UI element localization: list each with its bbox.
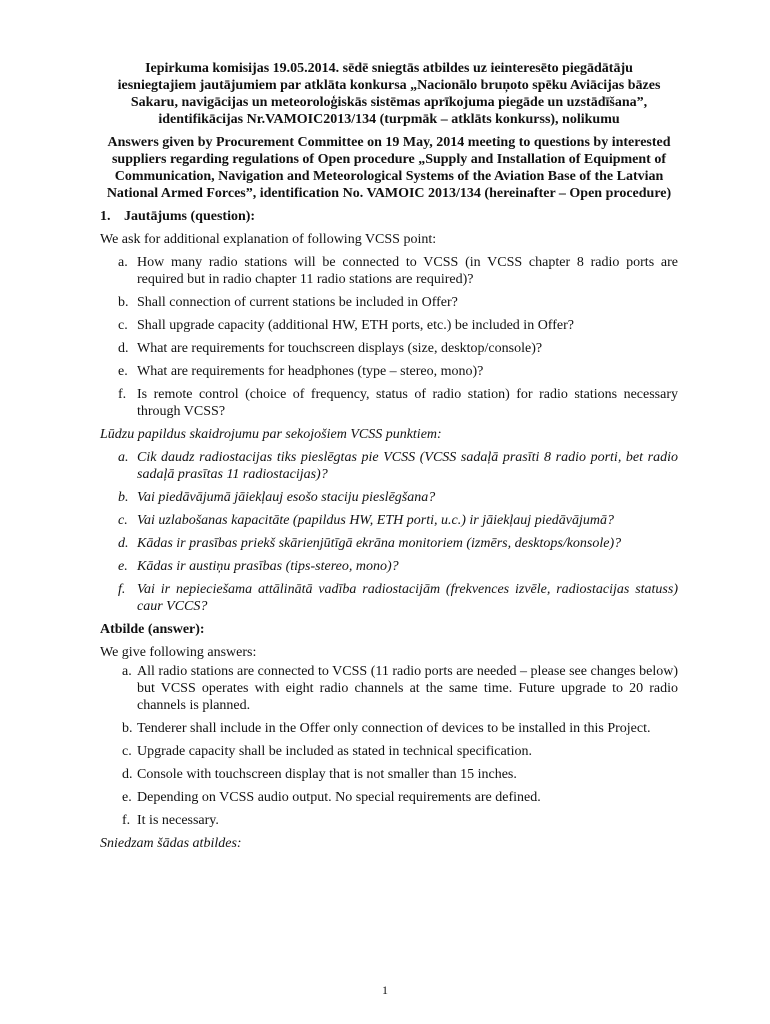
list-item [100, 558, 678, 575]
answer-heading: Atbilde (answer): [100, 622, 205, 637]
list-item [100, 581, 678, 615]
list-marker: c. [122, 744, 132, 759]
list-marker: d. [118, 536, 129, 551]
list-marker: b. [118, 490, 129, 505]
list-marker: e. [118, 364, 128, 379]
list-item-text: Shall connection of current stations be included in Offer? [137, 295, 458, 310]
list-item-text: Tenderer shall include in the Offer only connection of devices to be installed in this Project. [137, 721, 651, 736]
list-marker: e. [122, 790, 132, 805]
question-intro-english: We ask for additional explanation of following VCSS point: [100, 232, 437, 247]
answer-list-english [100, 663, 678, 829]
list-item [100, 254, 678, 288]
page-number: 1 [382, 983, 388, 997]
list-item-text: Shall upgrade capacity (additional HW, ETH ports, etc.) be included in Offer? [137, 318, 574, 333]
list-item-text: Vai piedāvājumā jāiekļauj esošo staciju pieslēgšana? [137, 490, 436, 505]
heading-english: Answers given by Procurement Committee on 19 May, 2014 meeting to questions by interested suppliers regarding regulations of Open procedure „Supply and Installation of Equipment of Communication, Navigation and Meteorological Systems of the Aviation Base of the Latvian National Armed Forces”, identification No. VAMOIC 2013/134 (hereinafter – Open procedure) [106, 135, 672, 201]
list-item-text: Cik daudz radiostacijas tiks pieslēgtas pie VCSS (VCSS sadaļā prasīti 8 radio porti, bet radio sadaļā prasītas 11 radiostacijas)? [137, 450, 678, 482]
list-item-text: Vai ir nepieciešama attālinātā vadība radiostacijām (frekvences izvēle, radiostacijas statuss) caur VCCS? [137, 582, 678, 614]
question-list-english [100, 254, 678, 420]
list-item-text: All radio stations are connected to VCSS (11 radio ports are needed – please see changes below) but VCSS operates with eight radio channels at the same time. Future upgrade to 20 radio channels is planned. [137, 664, 678, 713]
list-marker: a. [118, 255, 128, 270]
list-marker: b. [122, 721, 133, 736]
answer-intro-latvian: Sniedzam šādas atbildes: [100, 836, 242, 851]
list-item [100, 489, 678, 506]
list-item [100, 743, 678, 760]
list-item-text: Kādas ir prasības priekš skārienjūtīgā ekrāna monitoriem (izmērs, desktops/konsole)? [137, 536, 622, 551]
list-marker: f. [122, 813, 131, 828]
section-heading [100, 208, 678, 225]
list-item-text: How many radio stations will be connected to VCSS (in VCSS chapter 8 radio ports are required but in radio chapter 11 radio stations are required)? [137, 255, 678, 287]
list-item [100, 720, 678, 737]
list-marker: b. [118, 295, 129, 310]
list-item-text: Depending on VCSS audio output. No special requirements are defined. [137, 790, 541, 805]
list-item-text: It is necessary. [137, 813, 219, 828]
list-item [100, 340, 678, 357]
list-item-text: Console with touchscreen display that is not smaller than 15 inches. [137, 767, 517, 782]
question-list-latvian [100, 449, 678, 615]
list-item [100, 317, 678, 334]
list-item-text: Upgrade capacity shall be included as stated in technical specification. [137, 744, 532, 759]
list-item [100, 663, 678, 714]
list-item-text: Is remote control (choice of frequency, status of radio station) for radio stations necessary through VCSS? [137, 387, 678, 419]
list-marker: d. [118, 341, 129, 356]
list-item [100, 766, 678, 783]
list-marker: c. [118, 513, 128, 528]
list-item [100, 512, 678, 529]
list-marker: c. [118, 318, 128, 333]
list-marker: a. [122, 664, 132, 679]
section-title: Jautājums (question): [124, 209, 256, 224]
list-item-text: What are requirements for headphones (type – stereo, mono)? [137, 364, 484, 379]
list-marker: d. [122, 767, 133, 782]
question-intro-latvian: Lūdzu papildus skaidrojumu par sekojošiem VCSS punktiem: [100, 427, 442, 442]
list-marker: f. [118, 387, 127, 402]
list-item [100, 449, 678, 483]
list-marker: a. [118, 450, 129, 465]
document-page [100, 60, 678, 858]
list-item [100, 789, 678, 806]
list-item [100, 535, 678, 552]
list-item-text: Vai uzlabošanas kapacitāte (papildus HW, ETH porti, u.c.) ir jāiekļauj piedāvājumā? [137, 513, 615, 528]
list-item [100, 363, 678, 380]
list-marker: e. [118, 559, 128, 574]
list-item [100, 812, 678, 829]
list-item-text: Kādas ir austiņu prasības (tips-stereo, mono)? [137, 559, 399, 574]
heading-latvian: Iepirkuma komisijas 19.05.2014. sēdē sniegtās atbildes uz ieinteresēto piegādātāju iesniegtajiem jautājumiem par atklāta konkursa „Nacionālo bruņoto spēku Aviācijas bāzes Sakaru, navigācijas un meteoroloģiskās sistēmas aprīkojuma piegāde un uzstādīšana”, identifikācijas Nr.VAMOIC2013/134 (turpmāk – atklāts konkurss), nolikumu [117, 61, 661, 127]
list-item [100, 294, 678, 311]
answer-intro-english: We give following answers: [100, 645, 257, 660]
list-item-text: What are requirements for touchscreen displays (size, desktop/console)? [137, 341, 543, 356]
section-number: 1. [100, 209, 111, 224]
list-item [100, 386, 678, 420]
list-marker: f. [118, 582, 126, 597]
